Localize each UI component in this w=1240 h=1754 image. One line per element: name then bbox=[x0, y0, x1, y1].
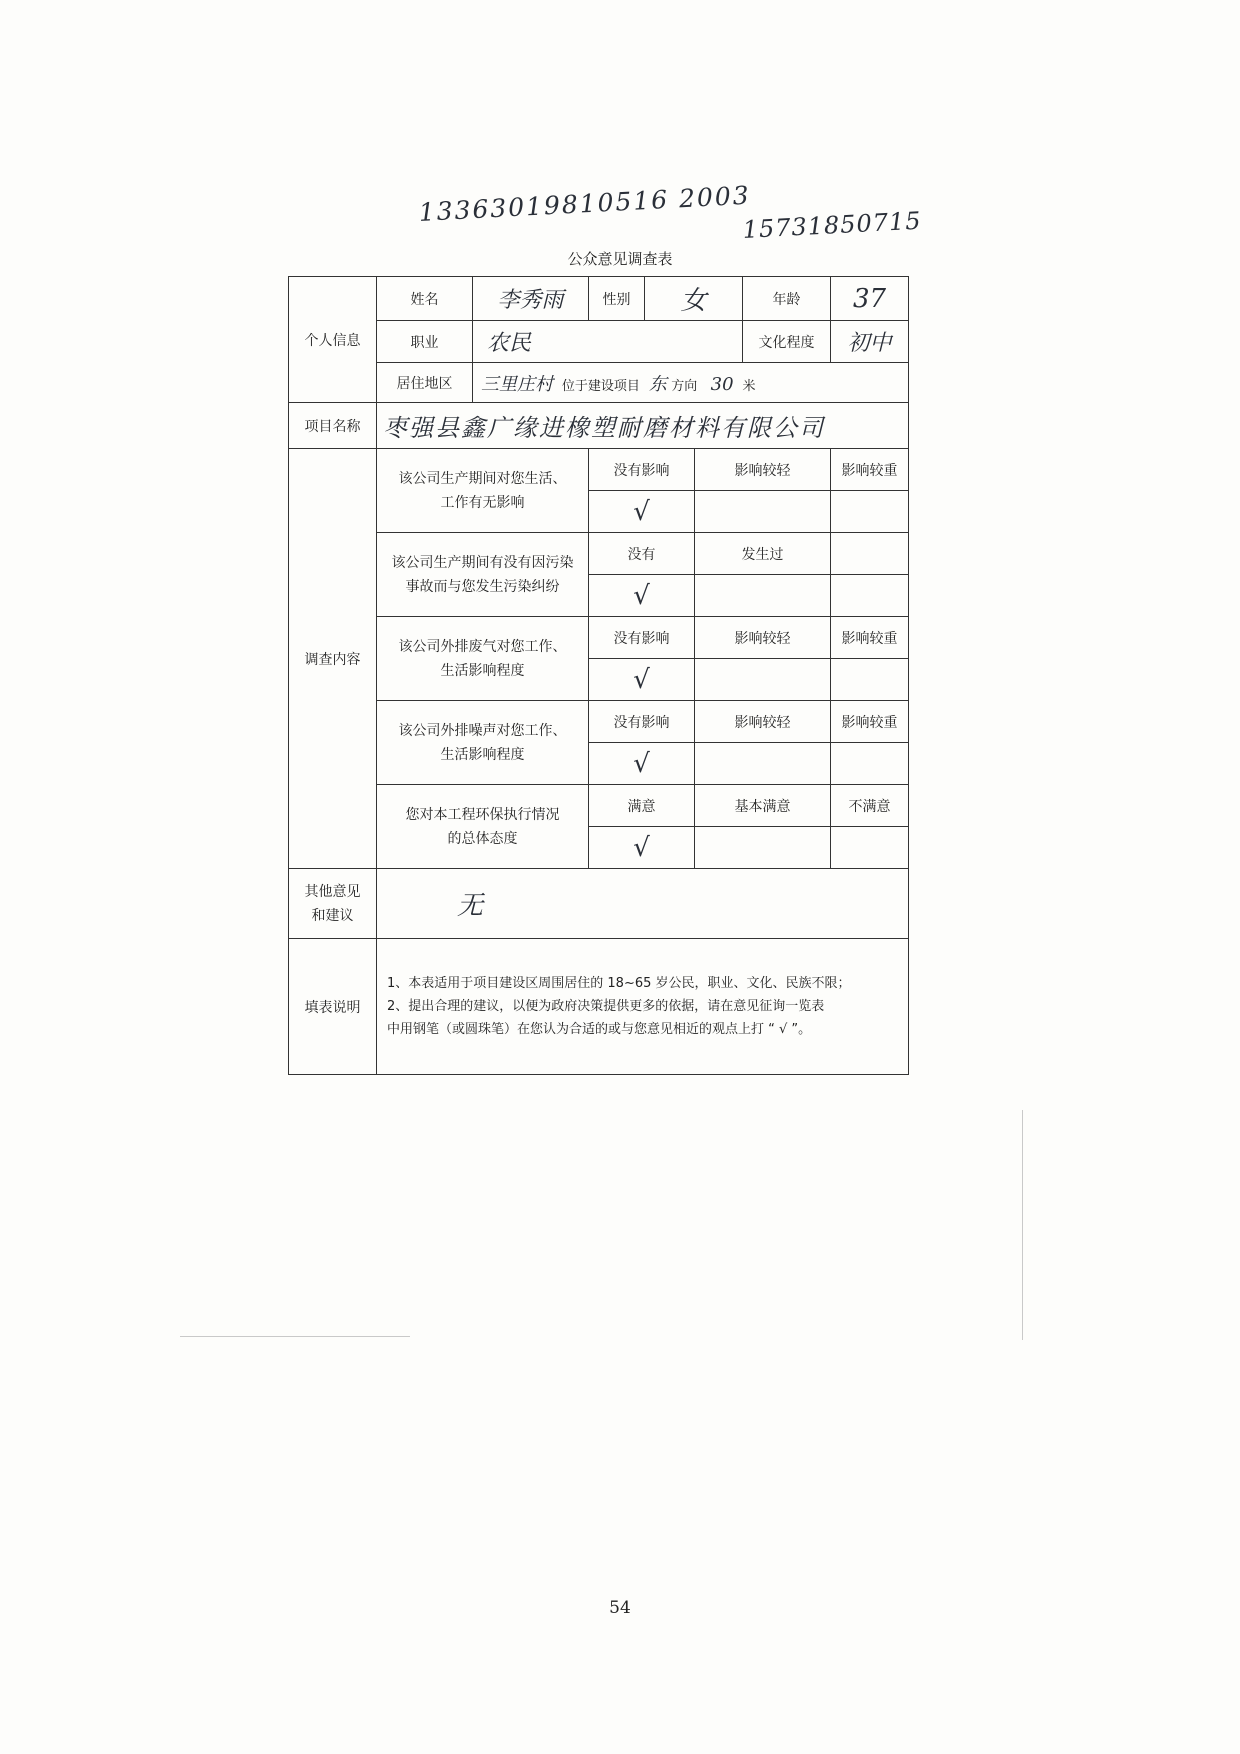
name-label: 姓名 bbox=[377, 277, 473, 321]
other-opinions-value: 无 bbox=[377, 869, 909, 939]
name-value: 李秀雨 bbox=[473, 277, 589, 321]
question-1-text: 该公司生产期间对您生活、 工作有无影响 bbox=[377, 449, 589, 533]
project-label: 项目名称 bbox=[289, 403, 377, 449]
question-4-text: 该公司外排噪声对您工作、 生活影响程度 bbox=[377, 701, 589, 785]
instructions-text bbox=[377, 939, 909, 1075]
residence-value: 三里庄村 bbox=[481, 373, 553, 395]
form-title: 公众意见调查表 bbox=[567, 250, 673, 268]
question-4-blank-3 bbox=[831, 743, 909, 785]
question-2-blank-3 bbox=[831, 575, 909, 617]
instructions-row bbox=[289, 939, 909, 1075]
distance-unit: 米 bbox=[742, 378, 756, 394]
question-3-text: 该公司外排废气对您工作、 生活影响程度 bbox=[377, 617, 589, 701]
question-4-option-3: 影响较重 bbox=[831, 701, 909, 743]
question-5-option-3: 不满意 bbox=[831, 785, 909, 827]
question-1-option-3: 影响较重 bbox=[831, 449, 909, 491]
question-5-header-row bbox=[289, 785, 909, 827]
education-value: 初中 bbox=[831, 321, 909, 363]
question-4-blank-2 bbox=[695, 743, 831, 785]
question-1-blank-2 bbox=[695, 491, 831, 533]
question-5-blank-3 bbox=[831, 827, 909, 869]
scan-artifact-vertical bbox=[1022, 1110, 1023, 1340]
question-5-check-mark: √ bbox=[589, 827, 695, 869]
question-3-blank-2 bbox=[695, 659, 831, 701]
page-number: 54 bbox=[609, 1598, 631, 1618]
gender-value: 女 bbox=[645, 277, 743, 321]
question-3-blank-3 bbox=[831, 659, 909, 701]
question-4-option-1: 没有影响 bbox=[589, 701, 695, 743]
question-2-text: 该公司生产期间有没有因污染 事故而与您发生污染纠纷 bbox=[377, 533, 589, 617]
occupation-value: 农民 bbox=[473, 321, 743, 363]
distance-value: 30 bbox=[710, 373, 734, 395]
personal-section-label: 个人信息 bbox=[289, 277, 377, 403]
residence-label: 居住地区 bbox=[377, 363, 473, 403]
personal-row-2 bbox=[289, 321, 909, 363]
project-row bbox=[289, 403, 909, 449]
question-5-blank-2 bbox=[695, 827, 831, 869]
question-3-check-mark: √ bbox=[589, 659, 695, 701]
question-2-option-3 bbox=[831, 533, 909, 575]
question-1-blank-3 bbox=[831, 491, 909, 533]
other-opinions-row bbox=[289, 869, 909, 939]
question-3-option-1: 没有影响 bbox=[589, 617, 695, 659]
direction-label: 方向 bbox=[671, 378, 698, 394]
project-value: 枣强县鑫广缘进橡塑耐磨材料有限公司 bbox=[377, 403, 909, 449]
question-4-option-2: 影响较轻 bbox=[695, 701, 831, 743]
occupation-label: 职业 bbox=[377, 321, 473, 363]
question-5-option-2: 基本满意 bbox=[695, 785, 831, 827]
question-5-text: 您对本工程环保执行情况 的总体态度 bbox=[377, 785, 589, 869]
question-4-header-row bbox=[289, 701, 909, 743]
question-5-option-1: 满意 bbox=[589, 785, 695, 827]
question-4-check-mark: √ bbox=[589, 743, 695, 785]
question-1-header-row bbox=[289, 449, 909, 491]
gender-label: 性别 bbox=[589, 277, 645, 321]
age-label: 年龄 bbox=[743, 277, 831, 321]
question-2-header-row bbox=[289, 533, 909, 575]
question-1-option-2: 影响较轻 bbox=[695, 449, 831, 491]
other-opinions-label: 其他意见 和建议 bbox=[289, 869, 377, 939]
handwritten-phone-number: 15731850715 bbox=[742, 206, 923, 244]
question-2-option-2: 发生过 bbox=[695, 533, 831, 575]
instructions-line-1: 1、本表适用于项目建设区周围居住的 18~65 岁公民，职业、文化、民族不限； bbox=[387, 976, 851, 991]
scan-artifact-horizontal bbox=[180, 1336, 410, 1337]
survey-table bbox=[288, 276, 909, 1075]
question-3-option-2: 影响较轻 bbox=[695, 617, 831, 659]
instructions-line-2: 2、提出合理的建议，以便为政府决策提供更多的依据，请在意见征询一览表 bbox=[387, 999, 825, 1014]
instructions-line-3: 中用钢笔（或圆珠笔）在您认为合适的或与您意见相近的观点上打 “ √ ”。 bbox=[387, 1022, 812, 1037]
question-3-option-3: 影响较重 bbox=[831, 617, 909, 659]
personal-row-1 bbox=[289, 277, 909, 321]
education-label: 文化程度 bbox=[743, 321, 831, 363]
survey-section-label: 调查内容 bbox=[289, 449, 377, 869]
question-2-check-mark: √ bbox=[589, 575, 695, 617]
question-1-check-mark: √ bbox=[589, 491, 695, 533]
question-1-option-1: 没有影响 bbox=[589, 449, 695, 491]
instructions-label: 填表说明 bbox=[289, 939, 377, 1075]
personal-row-3 bbox=[289, 363, 909, 403]
question-2-blank-2 bbox=[695, 575, 831, 617]
question-2-option-1: 没有 bbox=[589, 533, 695, 575]
direction-value: 东 bbox=[648, 373, 667, 395]
position-text: 位于建设项目 bbox=[561, 378, 640, 394]
handwritten-id-number: 13363019810516 2003 bbox=[418, 180, 752, 227]
age-value: 37 bbox=[831, 277, 909, 321]
residence-cell bbox=[473, 363, 909, 403]
question-3-header-row bbox=[289, 617, 909, 659]
